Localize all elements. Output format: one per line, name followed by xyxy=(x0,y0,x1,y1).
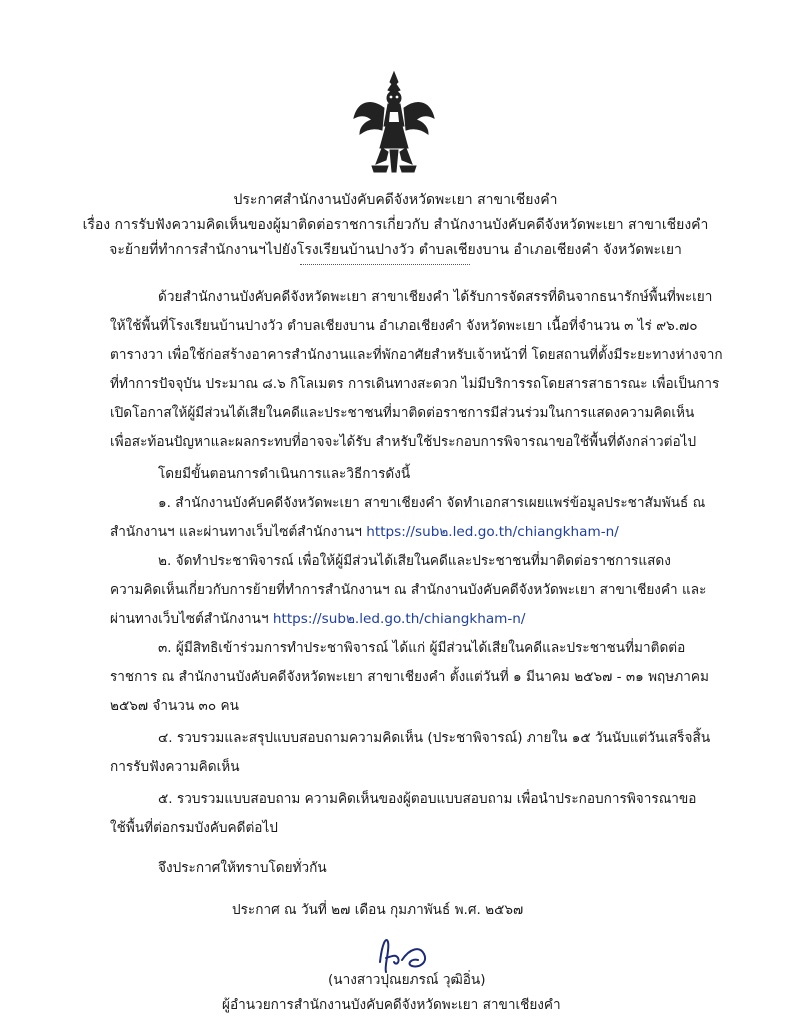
item-3-line: ๒๕๖๗ จำนวน ๓๐ คน xyxy=(110,698,239,714)
item-5-line: ๕. รวบรวมแบบสอบถาม ความคิดเห็นของผู้ตอบแบบสอบถาม เพื่อนำประกอบการพิจารณาขอ xyxy=(158,791,697,807)
announcement-date: ประกาศ ณ วันที่ ๒๗ เดือน กุมภาพันธ์ พ.ศ. ๒๕๖๗ xyxy=(232,902,524,918)
item-1-line xyxy=(110,522,619,542)
procedure-intro: โดยมีขั้นตอนการดำเนินการและวิธีการดังนี้ xyxy=(158,466,411,482)
item-3-line: ราชการ ณ สำนักงานบังคับคดีจังหวัดพะเยา สาขาเชียงคำ ตั้งแต่วันที่ ๑ มีนาคม ๒๕๖๗ - ๓๑ พฤษภาคม xyxy=(110,669,709,685)
paragraph-line: เพื่อสะท้อนปัญหาและผลกระทบที่อาจจะได้รับ สำหรับใช้ประกอบการพิจารณาขอใช้พื้นที่ดังกล่าวต่อไป xyxy=(110,434,697,450)
item-4-line: ๔. รวบรวมและสรุปแบบสอบถามความคิดเห็น (ประชาพิจารณ์) ภายใน ๑๕ วันนับแต่วันเสร็จสิ้น xyxy=(158,730,711,746)
item-5-line: ใช้พื้นที่ต่อกรมบังคับคดีต่อไป xyxy=(110,820,278,836)
item-2-line: ความคิดเห็นเกี่ยวกับการย้ายที่ทำการสำนักงานฯ ณ สำนักงานบังคับคดีจังหวัดพะเยา สาขาเชียงคำ และ xyxy=(110,582,707,598)
closing-text: จึงประกาศให้ทราบโดยทั่วกัน xyxy=(158,860,327,876)
subject-line-2: จะย้ายที่ทำการสำนักงานฯไปยังโรงเรียนบ้านปางวัว ตำบลเชียงบาน อำเภอเชียงคำ จังหวัดพะเยา xyxy=(109,242,682,258)
signatory-position: ผู้อำนวยการสำนักงานบังคับคดีจังหวัดพะเยา สาขาเชียงคำ xyxy=(222,997,561,1013)
website-link[interactable]: https://sub๒.led.go.th/chiangkham-n/ xyxy=(366,524,619,540)
dotted-separator xyxy=(300,264,470,265)
signatory-name: (นางสาวปุณยภรณ์ วุฒิอิ่น) xyxy=(328,972,486,988)
paragraph-line: ด้วยสำนักงานบังคับคดีจังหวัดพะเยา สาขาเชียงคำ ได้รับการจัดสรรที่ดินจากธนารักษ์พื้นที่พะเยา xyxy=(158,289,713,305)
paragraph-line: ให้ใช้พื้นที่โรงเรียนบ้านปางวัว ตำบลเชียงบาน อำเภอเชียงคำ จังหวัดพะเยา เนื้อที่จำนวน ๓ ไร่ ๙๖.๗๐ xyxy=(110,318,698,334)
item-2-line xyxy=(110,609,526,629)
paragraph-line: ที่ทำการปัจจุบัน ประมาณ ๘.๖ กิโลเมตร การเดินทางสะดวก ไม่มีบริการรถโดยสารสาธารณะ เพื่อเป็นการ xyxy=(110,376,720,392)
item-2-line: ๒. จัดทำประชาพิจารณ์ เพื่อให้ผู้มีส่วนได้เสียในคดีและประชาชนที่มาติดต่อราชการแสดง xyxy=(158,553,671,569)
item-1-text: สำนักงานฯ และผ่านทางเว็บไซต์สำนักงานฯ xyxy=(110,524,362,540)
subject-line: เรื่อง การรับฟังความคิดเห็นของผู้มาติดต่อราชการเกี่ยวกับ สำนักงานบังคับคดีจังหวัดพะเยา สาขาเชียงคำ xyxy=(82,217,709,233)
announcement-title: ประกาศสำนักงานบังคับคดีจังหวัดพะเยา สาขาเชียงคำ xyxy=(233,192,558,208)
garuda-emblem xyxy=(352,68,436,178)
item-4-line: การรับฟังความคิดเห็น xyxy=(110,759,240,775)
website-link[interactable]: https://sub๒.led.go.th/chiangkham-n/ xyxy=(272,611,526,627)
paragraph-line: เปิดโอกาสให้ผู้มีส่วนได้เสียในคดีและประชาชนที่มาติดต่อราชการมีส่วนร่วมในการแสดงความคิดเห็น xyxy=(110,405,695,421)
item-2-text: ผ่านทางเว็บไซต์สำนักงานฯ xyxy=(110,611,269,627)
item-1-line: ๑. สำนักงานบังคับคดีจังหวัดพะเยา สาขาเชียงคำ จัดทำเอกสารเผยแพร่ข้อมูลประชาสัมพันธ์ ณ xyxy=(158,495,706,511)
item-3-line: ๓. ผู้มีสิทธิเข้าร่วมการทำประชาพิจารณ์ ได้แก่ ผู้มีส่วนได้เสียในคดีและประชาชนที่มาติดต่อ xyxy=(158,640,686,656)
paragraph-line: ตารางวา เพื่อใช้ก่อสร้างอาคารสำนักงานและที่พักอาศัยสำหรับเจ้าหน้าที่ โดยสถานที่ตั้งมีระยะทางห่างจาก xyxy=(110,347,723,363)
